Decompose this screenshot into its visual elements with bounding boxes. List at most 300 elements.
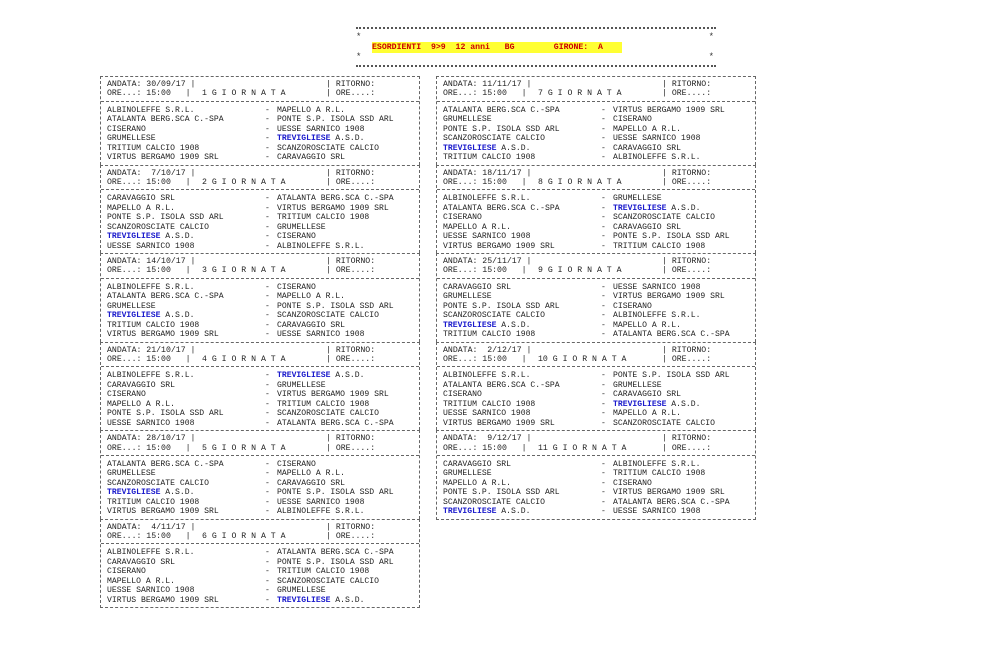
- highlight-team-name: TREVIGLIESE: [443, 143, 497, 153]
- match-dash: -: [601, 478, 606, 488]
- away-team: VIRTUS BERGAMO 1909 SRL: [277, 390, 389, 400]
- away-team: SCANZOROSCIATE CALCIO: [277, 143, 379, 153]
- match-dash: -: [265, 105, 270, 115]
- ore-time: ORE...: 15:00 |: [107, 532, 191, 542]
- match-dash: -: [265, 292, 270, 302]
- round-header: [437, 77, 755, 102]
- round-header: [437, 431, 755, 456]
- round-header-row: [443, 169, 751, 178]
- away-team: CARAVAGGIO SRL: [277, 153, 345, 163]
- away-team: TRITIUM CALCIO 1908: [277, 399, 370, 409]
- round-box: [100, 342, 420, 431]
- round-header: [437, 343, 755, 368]
- away-team: ALBINOLEFFE S.R.L.: [613, 311, 701, 321]
- andata-date: ANDATA: 9/12/17 |: [443, 434, 532, 444]
- home-team: TRITIUM CALCIO 1908: [107, 143, 200, 153]
- home-team: ATALANTA BERG.SCA C.-SPA: [443, 105, 560, 115]
- match-list: [437, 102, 755, 165]
- away-team: UESSE SARNICO 1908: [277, 330, 365, 340]
- round-header-row: [443, 355, 751, 364]
- match-row: [107, 144, 415, 153]
- match-row: [443, 204, 751, 213]
- home-team: VIRTUS BERGAMO 1909 SRL: [107, 153, 219, 163]
- home-team: TRITIUM CALCIO 1908: [107, 320, 200, 330]
- match-row: [107, 381, 415, 390]
- away-team: CISERANO: [613, 478, 652, 488]
- match-row: [107, 330, 415, 339]
- ore-ritorno: | ORE....:: [326, 266, 376, 276]
- home-team: TRITIUM CALCIO 1908: [107, 497, 200, 507]
- home-team: CARAVAGGIO SRL: [107, 194, 175, 204]
- match-dash: -: [265, 418, 270, 428]
- home-team: SCANZOROSCIATE CALCIO: [107, 222, 209, 232]
- match-dash: -: [601, 507, 606, 517]
- home-team: ALBINOLEFFE S.R.L.: [107, 548, 195, 558]
- match-row: [107, 242, 415, 251]
- away-team: TREVIGLIESE A.S.D.: [277, 595, 365, 605]
- spacer: [538, 434, 656, 443]
- away-team: MAPELLO A R.L.: [277, 469, 345, 479]
- ore-ritorno: | ORE....:: [326, 89, 376, 99]
- match-dash: -: [265, 380, 270, 390]
- home-team: TREVIGLIESE A.S.D.: [443, 320, 531, 330]
- match-row: [107, 488, 415, 497]
- away-team: ALBINOLEFFE S.R.L.: [277, 241, 365, 251]
- highlight-team-name: TREVIGLIESE: [277, 134, 331, 144]
- match-dash: -: [601, 311, 606, 321]
- round-header-row: [443, 434, 751, 443]
- home-team: MAPELLO A R.L.: [107, 203, 175, 213]
- match-row: [443, 194, 751, 203]
- match-row: [107, 292, 415, 301]
- andata-date: ANDATA: 18/11/17 |: [443, 168, 532, 178]
- home-team: ATALANTA BERG.SCA C.-SPA: [443, 380, 560, 390]
- match-dash: -: [601, 282, 606, 292]
- match-row: [107, 498, 415, 507]
- away-team: GRUMELLESE: [613, 194, 662, 204]
- away-team: CARAVAGGIO SRL: [613, 143, 681, 153]
- ore-time: ORE...: 15:00 |: [107, 443, 191, 453]
- star-right: *: [708, 32, 714, 42]
- match-row: [443, 479, 751, 488]
- home-team: GRUMELLESE: [443, 469, 492, 479]
- andata-date: ANDATA: 30/09/17 |: [107, 80, 196, 89]
- match-row: [107, 409, 415, 418]
- match-dash: -: [601, 371, 606, 381]
- match-dash: -: [601, 320, 606, 330]
- star-right-2: *: [708, 52, 714, 62]
- round-header-row: [107, 434, 415, 443]
- match-dash: -: [265, 576, 270, 586]
- home-team: SCANZOROSCIATE CALCIO: [443, 134, 545, 144]
- match-row: [443, 134, 751, 143]
- away-team: PONTE S.P. ISOLA SSD ARL: [613, 232, 730, 242]
- match-row: [443, 390, 751, 399]
- ore-time: ORE...: 15:00 |: [443, 177, 527, 187]
- home-team: SCANZOROSCIATE CALCIO: [443, 497, 545, 507]
- match-row: [107, 321, 415, 330]
- away-team: CARAVAGGIO SRL: [613, 222, 681, 232]
- home-team: CARAVAGGIO SRL: [443, 282, 511, 292]
- round-header-row: [443, 346, 751, 355]
- andata-date: ANDATA: 4/11/17 |: [107, 522, 196, 532]
- match-row: [443, 223, 751, 232]
- star-left: *: [356, 32, 362, 42]
- match-row: [443, 507, 751, 516]
- match-row: [443, 242, 751, 251]
- away-team: TREVIGLIESE A.S.D.: [613, 203, 701, 213]
- ritorno-label: | RITORNO:: [326, 80, 376, 89]
- home-team: ATALANTA BERG.SCA C.-SPA: [443, 203, 560, 213]
- away-team: ATALANTA BERG.SCA C.-SPA: [613, 330, 730, 340]
- match-dash: -: [265, 115, 270, 125]
- round-box: [100, 165, 420, 254]
- away-team: PONTE S.P. ISOLA SSD ARL: [277, 488, 394, 498]
- round-box: [436, 253, 756, 342]
- away-team: UESSE SARNICO 1908: [613, 507, 701, 517]
- home-team: PONTE S.P. ISOLA SSD ARL: [443, 488, 560, 498]
- round-header: [101, 431, 419, 456]
- away-team: ALBINOLEFFE S.R.L.: [277, 507, 365, 517]
- match-row: [443, 371, 751, 380]
- spacer: [202, 523, 320, 532]
- home-team: ALBINOLEFFE S.R.L.: [443, 194, 531, 204]
- match-row: [443, 153, 751, 162]
- match-row: [107, 558, 415, 567]
- home-team: SCANZOROSCIATE CALCIO: [443, 311, 545, 321]
- match-row: [107, 567, 415, 576]
- away-team: GRUMELLESE: [277, 222, 326, 232]
- match-dash: -: [601, 292, 606, 302]
- title-banner: [356, 25, 716, 71]
- round-box: [436, 76, 756, 165]
- round-header-row: [107, 355, 415, 364]
- home-team: CARAVAGGIO SRL: [107, 380, 175, 390]
- match-dash: -: [601, 232, 606, 242]
- match-dash: -: [265, 232, 270, 242]
- match-list: [101, 102, 419, 165]
- away-team: PONTE S.P. ISOLA SSD ARL: [277, 557, 394, 567]
- away-team: MAPELLO A R.L.: [613, 124, 681, 134]
- home-team: TREVIGLIESE A.S.D.: [443, 143, 531, 153]
- home-team: CISERANO: [443, 213, 482, 223]
- home-team: TRITIUM CALCIO 1908: [443, 330, 536, 340]
- match-dash: -: [265, 311, 270, 321]
- round-header: [437, 254, 755, 279]
- match-row: [107, 106, 415, 115]
- round-header-row: [107, 89, 415, 98]
- match-row: [443, 283, 751, 292]
- match-dash: -: [265, 548, 270, 558]
- ritorno-label: | RITORNO:: [326, 434, 376, 444]
- home-team: MAPELLO A R.L.: [443, 478, 511, 488]
- ore-time: ORE...: 15:00 |: [443, 355, 527, 364]
- away-team: ALBINOLEFFE S.R.L.: [613, 153, 701, 163]
- match-row: [107, 469, 415, 478]
- match-row: [107, 419, 415, 428]
- match-row: [443, 292, 751, 301]
- home-team: GRUMELLESE: [107, 469, 156, 479]
- andata-date: ANDATA: 28/10/17 |: [107, 434, 196, 444]
- match-dash: -: [601, 134, 606, 144]
- away-team: ATALANTA BERG.SCA C.-SPA: [277, 548, 394, 558]
- away-team: TREVIGLIESE A.S.D.: [277, 371, 365, 381]
- match-list: [437, 279, 755, 342]
- away-team: CISERANO: [277, 459, 316, 469]
- match-list: [437, 190, 755, 253]
- home-team: GRUMELLESE: [443, 292, 492, 302]
- match-dash: -: [265, 213, 270, 223]
- match-dash: -: [265, 497, 270, 507]
- match-dash: -: [265, 124, 270, 134]
- match-row: [443, 460, 751, 469]
- match-list: [437, 456, 755, 519]
- match-list: [101, 367, 419, 430]
- match-row: [443, 419, 751, 428]
- stars-bottom-border: [356, 65, 716, 69]
- match-row: [107, 213, 415, 222]
- match-dash: -: [265, 390, 270, 400]
- home-team: VIRTUS BERGAMO 1909 SRL: [107, 507, 219, 517]
- round-header-row: [443, 178, 751, 187]
- round-header-row: [443, 89, 751, 98]
- home-team: VIRTUS BERGAMO 1909 SRL: [443, 241, 555, 251]
- home-team: VIRTUS BERGAMO 1909 SRL: [107, 595, 219, 605]
- giornata-label: 11 G I O R N A T A: [538, 443, 627, 453]
- ore-ritorno: | ORE....:: [662, 177, 712, 187]
- match-dash: -: [265, 194, 270, 204]
- ritorno-label: | RITORNO:: [662, 168, 712, 178]
- match-row: [107, 400, 415, 409]
- away-team: GRUMELLESE: [277, 586, 326, 596]
- away-team: ATALANTA BERG.SCA C.-SPA: [277, 418, 394, 428]
- away-team: ALBINOLEFFE S.R.L.: [613, 459, 701, 469]
- home-team: SCANZOROSCIATE CALCIO: [107, 478, 209, 488]
- spacer: [538, 257, 656, 266]
- home-team: PONTE S.P. ISOLA SSD ARL: [443, 301, 560, 311]
- away-team: MAPELLO A R.L.: [613, 409, 681, 419]
- match-row: [107, 390, 415, 399]
- away-team: CISERANO: [613, 301, 652, 311]
- spacer: [202, 80, 320, 89]
- home-team: UESSE SARNICO 1908: [443, 232, 531, 242]
- round-header-row: [443, 444, 751, 453]
- andata-date: ANDATA: 2/12/17 |: [443, 345, 532, 355]
- match-dash: -: [265, 459, 270, 469]
- home-team: MAPELLO A R.L.: [107, 399, 175, 409]
- ritorno-label: | RITORNO:: [662, 257, 712, 267]
- ore-time: ORE...: 15:00 |: [107, 355, 191, 364]
- ore-time: ORE...: 15:00 |: [443, 443, 527, 453]
- match-dash: -: [601, 105, 606, 115]
- home-team: ATALANTA BERG.SCA C.-SPA: [107, 292, 224, 302]
- stars-top-border: [356, 27, 716, 31]
- match-row: [443, 311, 751, 320]
- giornata-label: 1 G I O R N A T A: [202, 89, 286, 99]
- home-team: TREVIGLIESE A.S.D.: [107, 488, 195, 498]
- ore-time: ORE...: 15:00 |: [107, 89, 191, 99]
- match-dash: -: [265, 241, 270, 251]
- away-team: GRUMELLESE: [613, 380, 662, 390]
- giornata-label: 2 G I O R N A T A: [202, 177, 286, 187]
- match-dash: -: [601, 409, 606, 419]
- match-dash: -: [265, 586, 270, 596]
- home-team: CISERANO: [107, 567, 146, 577]
- match-dash: -: [601, 203, 606, 213]
- ritorno-label: | RITORNO:: [326, 522, 376, 532]
- home-team: ALBINOLEFFE S.R.L.: [443, 371, 531, 381]
- match-row: [443, 469, 751, 478]
- away-team: VIRTUS BERGAMO 1909 SRL: [613, 105, 725, 115]
- ritorno-label: | RITORNO:: [662, 434, 712, 444]
- round-header-row: [107, 80, 415, 89]
- away-team: TRITIUM CALCIO 1908: [613, 241, 706, 251]
- match-row: [443, 232, 751, 241]
- match-dash: -: [601, 380, 606, 390]
- match-dash: -: [601, 194, 606, 204]
- away-team: UESSE SARNICO 1908: [613, 282, 701, 292]
- home-team: TREVIGLIESE A.S.D.: [443, 507, 531, 517]
- away-team: UESSE SARNICO 1908: [277, 124, 365, 134]
- away-team: CARAVAGGIO SRL: [277, 478, 345, 488]
- home-team: ALBINOLEFFE S.R.L.: [107, 105, 195, 115]
- home-team: TREVIGLIESE A.S.D.: [107, 311, 195, 321]
- round-box: [100, 430, 420, 519]
- home-team: CARAVAGGIO SRL: [443, 459, 511, 469]
- spacer: [538, 80, 656, 89]
- ritorno-label: | RITORNO:: [326, 345, 376, 355]
- match-dash: -: [265, 478, 270, 488]
- away-team: CARAVAGGIO SRL: [277, 320, 345, 330]
- away-team: MAPELLO A R.L.: [613, 320, 681, 330]
- match-list: [101, 456, 419, 519]
- competition-title: ESORDIENTI 9>9 12 anni BG GIRONE: A: [372, 42, 622, 53]
- away-team: SCANZOROSCIATE CALCIO: [613, 418, 715, 428]
- match-dash: -: [601, 418, 606, 428]
- match-row: [107, 371, 415, 380]
- match-row: [107, 302, 415, 311]
- round-header: [101, 77, 419, 102]
- home-team: ALBINOLEFFE S.R.L.: [107, 282, 195, 292]
- match-dash: -: [601, 222, 606, 232]
- round-box: [100, 519, 420, 609]
- ore-ritorno: | ORE....:: [326, 355, 376, 364]
- round-header: [101, 520, 419, 545]
- match-dash: -: [265, 222, 270, 232]
- match-dash: -: [601, 488, 606, 498]
- match-dash: -: [601, 390, 606, 400]
- match-row: [107, 223, 415, 232]
- match-dash: -: [265, 371, 270, 381]
- spacer: [538, 169, 656, 178]
- spacer: [202, 434, 320, 443]
- ore-time: ORE...: 15:00 |: [107, 266, 191, 276]
- match-row: [443, 106, 751, 115]
- match-row: [107, 204, 415, 213]
- home-team: ATALANTA BERG.SCA C.-SPA: [107, 115, 224, 125]
- match-row: [107, 194, 415, 203]
- highlight-team-name: TREVIGLIESE: [443, 507, 497, 517]
- home-team: ALBINOLEFFE S.R.L.: [107, 371, 195, 381]
- round-header-row: [443, 266, 751, 275]
- match-dash: -: [265, 399, 270, 409]
- highlight-team-name: TREVIGLIESE: [443, 320, 497, 330]
- home-team: PONTE S.P. ISOLA SSD ARL: [443, 124, 560, 134]
- home-team: MAPELLO A R.L.: [107, 576, 175, 586]
- home-team: UESSE SARNICO 1908: [107, 418, 195, 428]
- match-row: [107, 586, 415, 595]
- andata-date: ANDATA: 14/10/17 |: [107, 257, 196, 267]
- away-team: MAPELLO A R.L.: [277, 292, 345, 302]
- andata-date: ANDATA: 25/11/17 |: [443, 257, 532, 267]
- giornata-label: 4 G I O R N A T A: [202, 355, 286, 364]
- home-team: TRITIUM CALCIO 1908: [443, 399, 536, 409]
- ritorno-label: | RITORNO:: [326, 168, 376, 178]
- match-row: [107, 311, 415, 320]
- giornata-label: 10 G I O R N A T A: [538, 355, 627, 364]
- away-team: TRITIUM CALCIO 1908: [277, 213, 370, 223]
- home-team: PONTE S.P. ISOLA SSD ARL: [107, 409, 224, 419]
- away-team: MAPELLO A R.L.: [277, 105, 345, 115]
- ore-time: ORE...: 15:00 |: [443, 89, 527, 99]
- highlight-team-name: TREVIGLIESE: [107, 232, 161, 242]
- giornata-label: 8 G I O R N A T A: [538, 177, 622, 187]
- away-team: UESSE SARNICO 1908: [277, 497, 365, 507]
- away-team: SCANZOROSCIATE CALCIO: [613, 213, 715, 223]
- away-team: CARAVAGGIO SRL: [613, 390, 681, 400]
- round-header-row: [107, 444, 415, 453]
- match-row: [443, 144, 751, 153]
- match-dash: -: [601, 497, 606, 507]
- match-dash: -: [601, 143, 606, 153]
- away-team: CISERANO: [613, 115, 652, 125]
- highlight-team-name: TREVIGLIESE: [107, 311, 161, 321]
- andata-date: ANDATA: 11/11/17 |: [443, 80, 532, 89]
- ore-ritorno: | ORE....:: [326, 177, 376, 187]
- match-dash: -: [265, 567, 270, 577]
- round-box: [436, 165, 756, 254]
- away-team: PONTE S.P. ISOLA SSD ARL: [277, 301, 394, 311]
- match-dash: -: [265, 595, 270, 605]
- match-list: [101, 190, 419, 253]
- round-header-row: [107, 178, 415, 187]
- round-box: [100, 253, 420, 342]
- match-row: [443, 498, 751, 507]
- star-left-2: *: [356, 52, 362, 62]
- match-row: [443, 125, 751, 134]
- home-team: GRUMELLESE: [443, 115, 492, 125]
- home-team: CISERANO: [443, 390, 482, 400]
- away-team: TRITIUM CALCIO 1908: [277, 567, 370, 577]
- match-row: [107, 232, 415, 241]
- round-header-row: [107, 266, 415, 275]
- match-dash: -: [601, 115, 606, 125]
- match-row: [443, 381, 751, 390]
- spacer: [202, 346, 320, 355]
- match-row: [107, 479, 415, 488]
- match-dash: -: [265, 409, 270, 419]
- match-row: [107, 596, 415, 605]
- away-team: UESSE SARNICO 1908: [613, 134, 701, 144]
- round-header: [437, 166, 755, 191]
- match-row: [443, 409, 751, 418]
- right-column: [436, 76, 756, 520]
- match-row: [107, 548, 415, 557]
- home-team: VIRTUS BERGAMO 1909 SRL: [443, 418, 555, 428]
- ore-time: ORE...: 15:00 |: [443, 266, 527, 276]
- match-dash: -: [601, 241, 606, 251]
- match-dash: -: [601, 301, 606, 311]
